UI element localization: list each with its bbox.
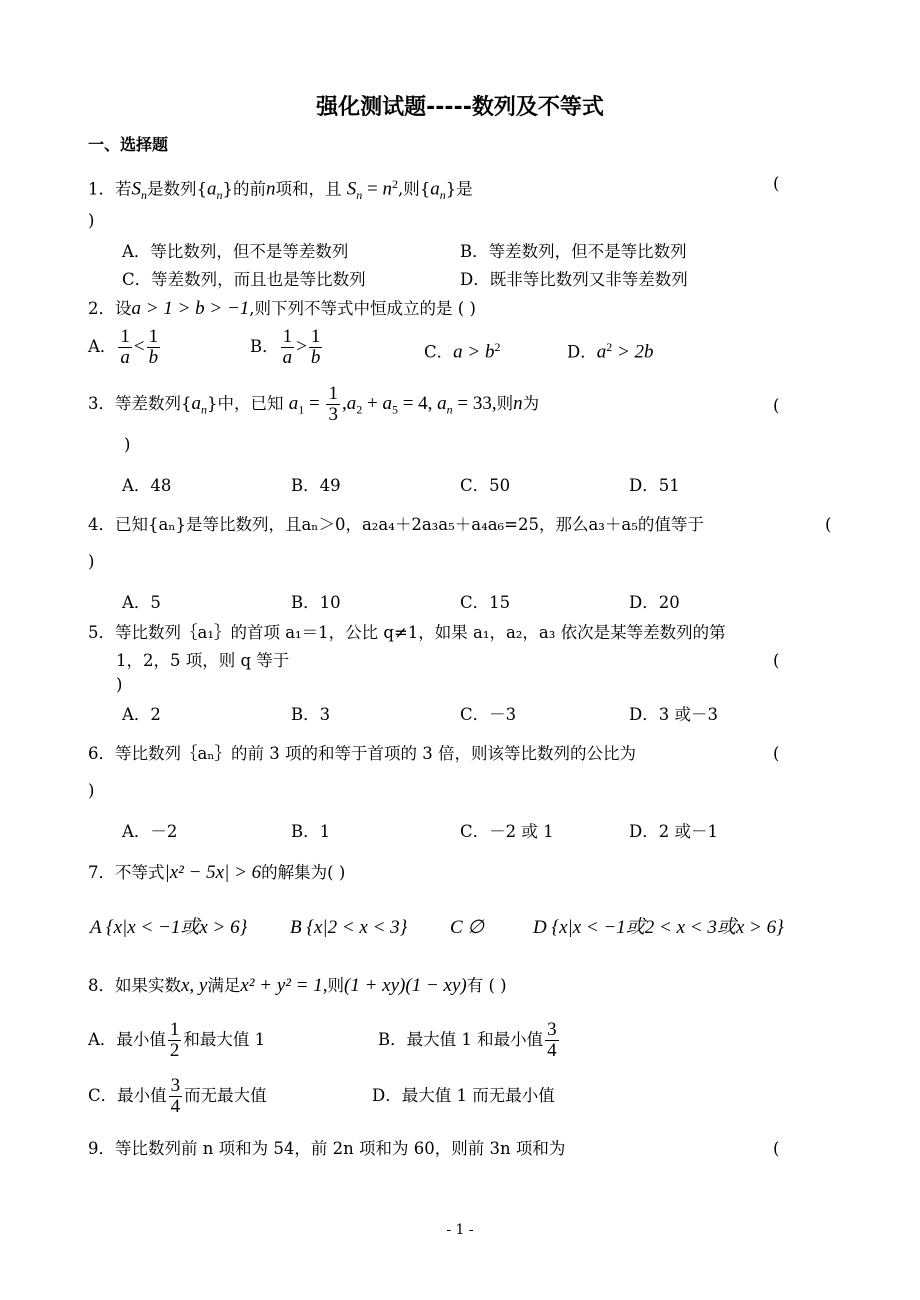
question-3-stem: 3．等差数列$\{a_n\}$中，已知 $a_1$ = $\frac{1}{3}$ $,a_2 + a_5 = 4$, $a_n = 33$,则n为 bbox=[88, 383, 540, 425]
q3-option-b: B．49 bbox=[291, 476, 341, 495]
q3-option-a: A．48 bbox=[122, 476, 172, 495]
q5-option-a: A．2 bbox=[122, 705, 161, 724]
q8-option-a: A．最小值 $\frac{1}{2}$ 和最大值 1 bbox=[88, 1019, 266, 1061]
q6-option-b: B．1 bbox=[291, 822, 331, 841]
question-1-stem: 1．若$S_n$是数列$\{a_n\}$的前n项和，且 $S_n = n^2$,则$\{a_n\}$是 bbox=[88, 177, 473, 202]
answer-paren-open: ( bbox=[825, 515, 832, 534]
question-5-stem-cont: 1，2，5 项，则 q 等于 bbox=[116, 651, 290, 670]
q1-option-d: D．既非等比数列又非等差数列 bbox=[460, 270, 688, 289]
q7-option-d: D {x|x < −1或2 < x < 3或x > 6} bbox=[533, 917, 784, 938]
answer-paren-open: ( bbox=[773, 651, 780, 670]
q4-option-c: C．15 bbox=[460, 593, 511, 612]
q1-option-c: C．等差数列，而且也是等比数列 bbox=[122, 270, 366, 289]
q7-option-b: B {x|2 < x < 3} bbox=[290, 917, 408, 938]
q5-option-b: B．3 bbox=[291, 705, 331, 724]
q2-option-d: D．$a^2 > 2b$ bbox=[567, 340, 654, 363]
q2-option-c: C．$a > b^2$ bbox=[424, 340, 501, 363]
q4-option-d: D．20 bbox=[629, 593, 680, 612]
q7-option-c: C ∅ bbox=[450, 917, 484, 938]
q5-option-d: D．3 或－3 bbox=[629, 705, 718, 724]
page-number: - 1 - bbox=[446, 1222, 474, 1238]
q2-option-a: A． $\frac{1}{a}$ < $\frac{1}{b}$ bbox=[88, 326, 159, 368]
q8-option-c: C．最小值 $\frac{3}{4}$ 而无最大值 bbox=[88, 1075, 267, 1117]
answer-paren-open: ( bbox=[773, 396, 780, 415]
question-5-stem: 5．等比数列｛a₁｝的首项 a₁＝1，公比 q≠1，如果 a₁，a₂，a₃ 依次是某等差数列的第 bbox=[88, 623, 726, 642]
answer-paren-close: ) bbox=[116, 675, 123, 694]
answer-paren-open: ( bbox=[773, 1139, 780, 1158]
q6-option-a: A．－2 bbox=[122, 822, 178, 841]
question-8-stem: 8．如果实数x, y满足x² + y² = 1,则(1 + xy)(1 − xy)有 ( ) bbox=[88, 975, 507, 996]
q2-option-b: B． $\frac{1}{a}$ > $\frac{1}{b}$ bbox=[250, 326, 321, 368]
q4-option-b: B．10 bbox=[291, 593, 341, 612]
q8-option-b: B．最大值 1 和最小值 $\frac{3}{4}$ bbox=[378, 1019, 557, 1061]
q1-option-a: A．等比数列，但不是等差数列 bbox=[122, 242, 349, 261]
question-4-stem: 4．已知{aₙ}是等比数列，且aₙ＞0，a₂a₄＋2a₃a₅＋a₄a₆=25，那么a₃＋a₅的值等于 bbox=[88, 515, 704, 534]
answer-paren-open: ( bbox=[773, 174, 780, 193]
question-7-stem: 7．不等式|x² − 5x| > 6的解集为( ) bbox=[88, 862, 346, 883]
q1-option-b: B．等差数列，但不是等比数列 bbox=[460, 242, 687, 261]
question-9-stem: 9．等比数列前 n 项和为 54，前 2n 项和为 60，则前 3n 项和为 bbox=[88, 1139, 566, 1158]
page-title: 强化测试题-----数列及不等式 bbox=[316, 95, 604, 120]
q4-option-a: A．5 bbox=[122, 593, 161, 612]
q3-option-c: C．50 bbox=[460, 476, 511, 495]
q8-option-d: D．最大值 1 而无最小值 bbox=[372, 1086, 555, 1105]
answer-paren-open: ( bbox=[773, 744, 780, 763]
q3-option-d: D．51 bbox=[629, 476, 680, 495]
answer-paren-close: ) bbox=[88, 211, 95, 230]
q7-option-a: A {x|x < −1或x > 6} bbox=[90, 917, 248, 938]
q6-option-d: D．2 或－1 bbox=[629, 822, 718, 841]
q5-option-c: C．－3 bbox=[460, 705, 517, 724]
answer-paren-close: ) bbox=[88, 781, 95, 800]
q6-option-c: C．－2 或 1 bbox=[460, 822, 554, 841]
section-heading: 一、选择题 bbox=[88, 135, 169, 154]
question-6-stem: 6．等比数列｛aₙ｝的前 3 项的和等于首项的 3 倍，则该等比数列的公比为 bbox=[88, 744, 636, 763]
answer-paren-close: ) bbox=[88, 552, 95, 571]
question-2-stem: 2．设a > 1 > b > −1,则下列不等式中恒成立的是 ( ) bbox=[88, 298, 476, 319]
answer-paren-close: ) bbox=[124, 435, 131, 454]
